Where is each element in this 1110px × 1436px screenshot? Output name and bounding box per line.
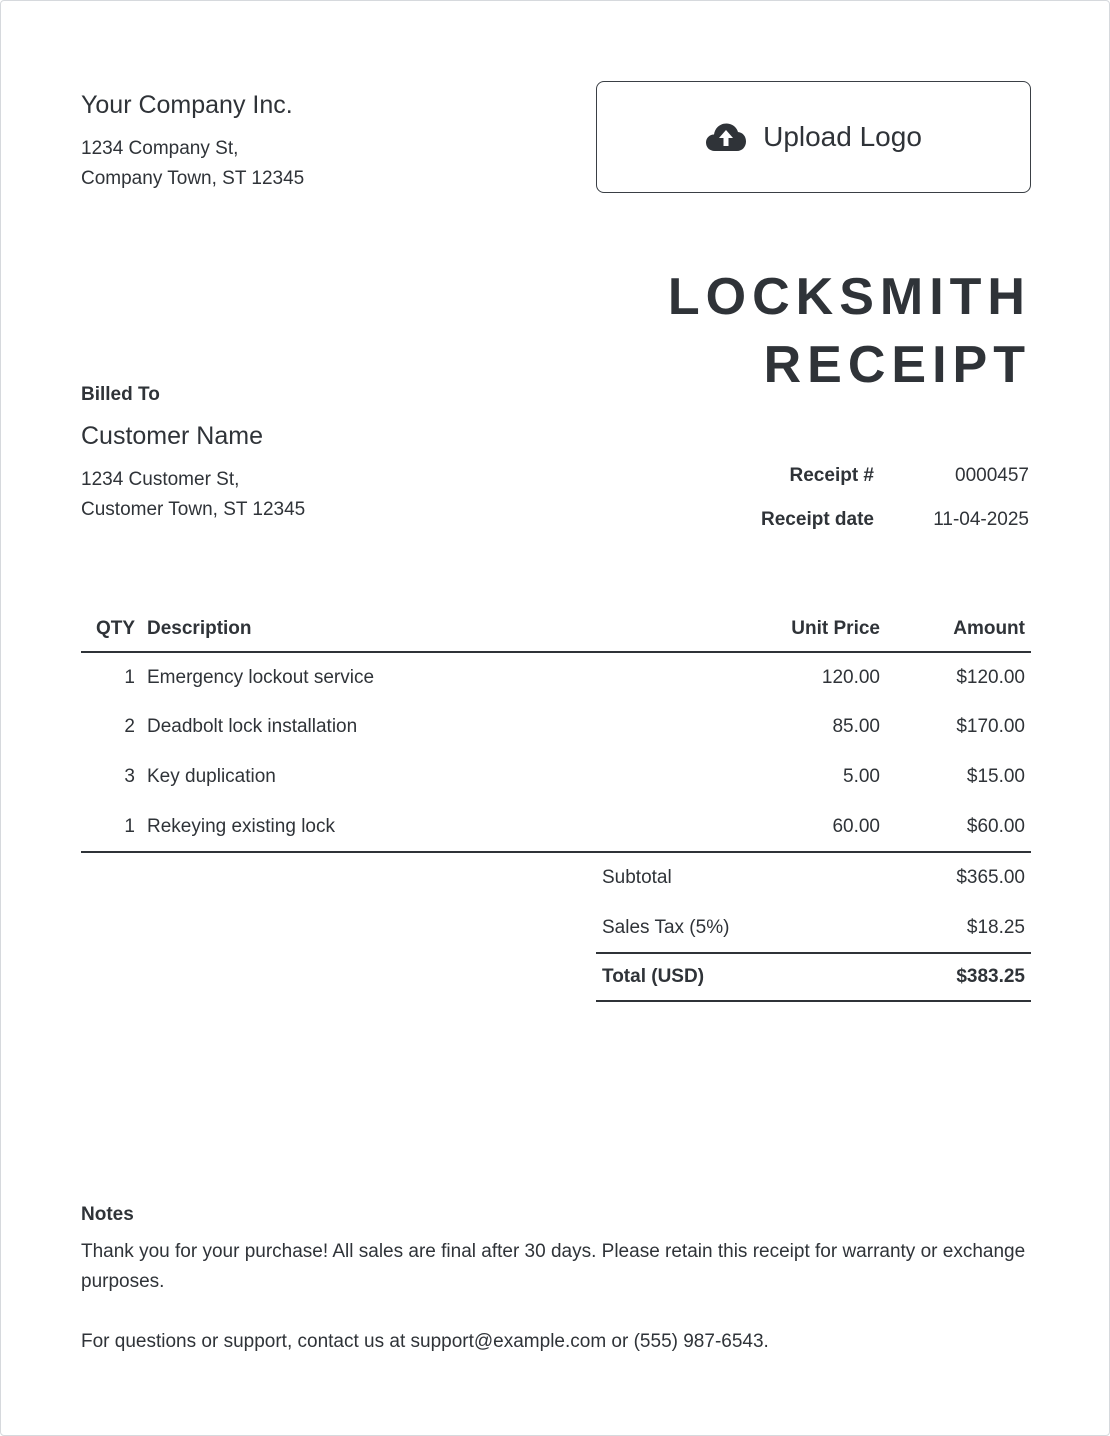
company-address-line2: Company Town, ST 12345 [81, 168, 305, 189]
row-qty[interactable]: 1 [124, 666, 135, 688]
notes-text[interactable]: Thank you for your purchase! All sales are final after 30 days. Please retain this receipt for warranty or exchange purposes. [81, 1241, 1026, 1292]
customer-address-line2: Customer Town, ST 12345 [81, 499, 306, 520]
total-value: $383.25 [872, 953, 1031, 1001]
document-title-line1: LOCKSMITH [667, 268, 1031, 326]
table-row [81, 702, 1031, 752]
total-row [596, 953, 1031, 1001]
notes-label: Notes [81, 1204, 134, 1225]
row-amount: $60.00 [886, 802, 1031, 852]
cloud-upload-icon [705, 122, 747, 152]
row-amount: $120.00 [956, 666, 1025, 688]
row-description[interactable]: Key duplication [147, 766, 276, 787]
upload-logo-button[interactable] [596, 81, 1031, 193]
receipt-date-row [669, 498, 1029, 542]
company-name[interactable]: Your Company Inc. [81, 91, 293, 119]
document-title-line2: RECEIPT [763, 336, 1031, 394]
amount-header: Amount [886, 606, 1031, 652]
billed-to-label: Billed To [81, 384, 160, 405]
company-address[interactable] [81, 134, 304, 194]
row-qty[interactable]: 2 [124, 716, 135, 737]
row-qty[interactable]: 3 [124, 766, 135, 787]
description-header: Description [141, 606, 696, 652]
support-contact-text[interactable]: For questions or support, contact us at support@example.com or (555) 987-6543. [81, 1331, 769, 1352]
line-items-table [81, 606, 1031, 853]
upload-logo-label: Upload Logo [763, 121, 922, 152]
company-address-line1: 1234 Company St, [81, 138, 239, 159]
qty-header: QTY [81, 606, 141, 652]
subtotal-label: Subtotal [602, 867, 672, 888]
customer-name[interactable]: Customer Name [81, 422, 263, 450]
row-unit-price[interactable]: 5.00 [843, 766, 880, 787]
table-row [81, 652, 1031, 702]
row-amount: $170.00 [956, 716, 1025, 737]
sales-tax-label[interactable]: Sales Tax (5%) [602, 916, 730, 938]
row-description[interactable]: Rekeying existing lock [141, 802, 696, 852]
table-row [81, 752, 1031, 802]
table-row [81, 802, 1031, 852]
customer-address-line1: 1234 Customer St, [81, 469, 240, 490]
table-header-row [81, 606, 1031, 652]
row-description[interactable]: Emergency lockout service [147, 666, 375, 688]
subtotal-row [596, 853, 1031, 903]
totals-table [596, 853, 1031, 1002]
subtotal-value: $365.00 [956, 867, 1025, 888]
receipt-number-row [669, 454, 1029, 498]
sales-tax-row [596, 903, 1031, 953]
row-description[interactable]: Deadbolt lock installation [147, 716, 358, 737]
receipt-date-value[interactable]: 11-04-2025 [933, 509, 1029, 530]
row-unit-price[interactable]: 120.00 [821, 666, 880, 688]
unit-price-header: Unit Price [696, 606, 886, 652]
row-qty[interactable]: 1 [81, 802, 141, 852]
receipt-number-value[interactable]: 0000457 [955, 465, 1029, 486]
sales-tax-value: $18.25 [966, 916, 1025, 938]
row-amount: $15.00 [966, 766, 1025, 787]
total-label: Total (USD) [596, 953, 872, 1001]
receipt-date-label: Receipt date [761, 509, 874, 530]
row-unit-price[interactable]: 85.00 [832, 716, 880, 737]
receipt-meta [669, 454, 1029, 542]
row-unit-price[interactable]: 60.00 [696, 802, 886, 852]
document-title[interactable] [668, 263, 1031, 399]
customer-address[interactable] [81, 465, 305, 525]
receipt-number-label: Receipt # [789, 465, 874, 486]
